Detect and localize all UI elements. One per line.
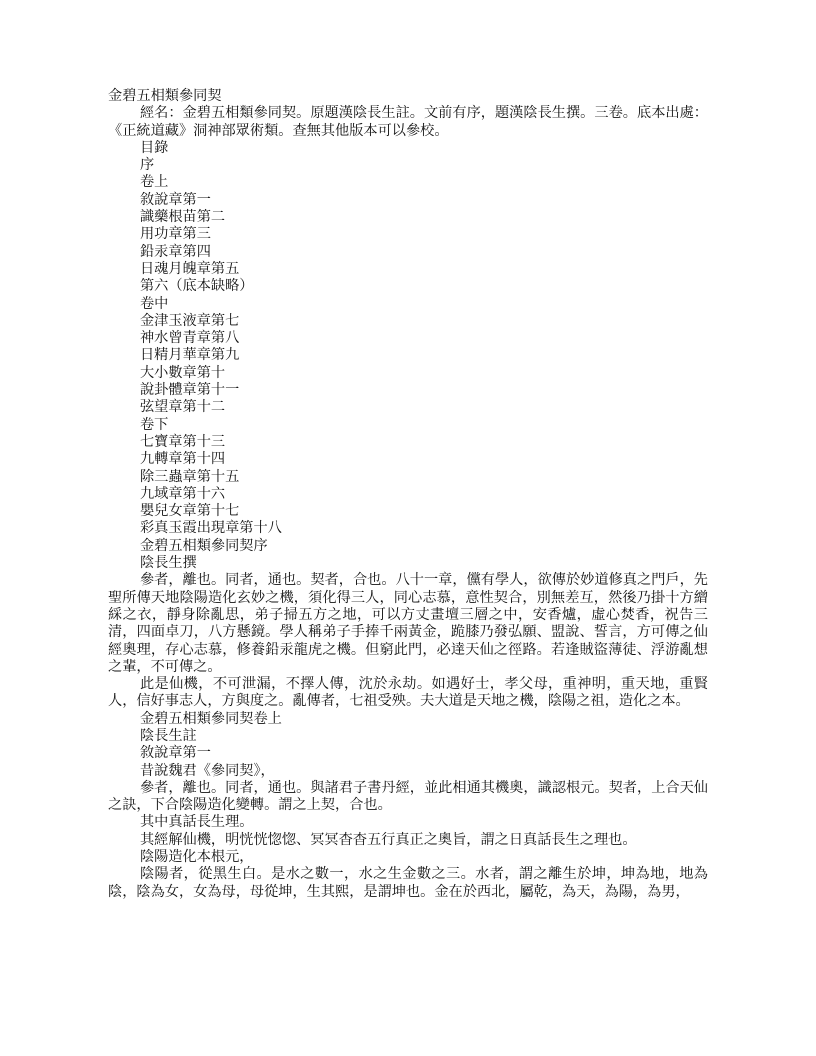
toc-item: 日精月華章第九	[139, 347, 240, 364]
preface-paragraph: 參者，離也。同者，通也。契者，合也。八十一章，儻有學人，欲傳於妙道修真之門戶，先聖所傳天地陰陽造化玄妙之機，須化得三人，同心志慕，意性契合，別無差互，然後乃掛十方繒綵之衣，靜身除亂思，弟子掃五方之地，可以方丈畫壇三層之中，安香爐，虛心焚香，祝告三清，四面卓刀，八方懸鏡。學人稱弟子手捧千兩黃金，跪膝乃發弘願、盟說、誓言，方可傳之仙經奧理，存心志慕，修養鉛汞龍虎之機。但窮此門，必達天仙之徑路。若逢賊盜薄徒、浮游亂想之輩，不可傳之。	[108, 572, 708, 675]
toc-item: 七寶章第十三	[139, 433, 226, 450]
volume-heading: 金碧五相類參同契卷上	[139, 710, 282, 727]
toc-item: 九域章第十六	[139, 485, 226, 502]
toc-item: 除三蟲章第十五	[139, 468, 240, 485]
preface-author: 陰長生撰	[139, 555, 197, 572]
document-page	[108, 88, 708, 901]
preface-paragraph: 此是仙機，不可泄漏，不擇人傳，沈於永劫。如遇好士，孝父母，重神明，重天地，重賢人，信好事志人，方與度之。亂傳者，七祖受殃。夫大道是天地之機，陰陽之祖，造化之本。	[108, 676, 708, 710]
toc-item: 日魂月魄章第五	[139, 260, 240, 277]
scripture-info: 經名：金碧五相類參同契。原題漢陰長生註。文前有序，題漢陰長生撰。三卷。底本出處：《正統道藏》洞神部眾術類。查無其他版本可以參校。	[108, 105, 708, 139]
toc-item: 敘說章第一	[139, 191, 211, 208]
toc-item: 弦望章第十二	[139, 399, 226, 416]
body-paragraph: 陰陽造化本根元，	[139, 849, 254, 866]
toc-item: 用功章第三	[139, 226, 211, 243]
preface-title: 金碧五相類參同契序	[139, 537, 268, 554]
body-paragraph: 其經解仙機，明恍恍惚惚、冥冥杳杳五行真正之奧旨，謂之日真話長生之理也。	[139, 831, 637, 848]
toc-item: 九轉章第十四	[139, 451, 226, 468]
toc-item: 彩真玉霞出現章第十八	[139, 520, 282, 537]
body-paragraph: 昔說魏君《參同契》，	[139, 762, 275, 779]
toc-item: 卷下	[139, 416, 169, 433]
document-title: 金碧五相類參同契	[108, 88, 222, 104]
body-paragraph: 陰陽者，從黑生白。是水之數一，水之生金數之三。水者，謂之離生於坤，坤為地，地為陰，陰為女，女為母，母從坤，生其熙，是謂坤也。金在於西北，屬乾，為天，為陽，為男，	[108, 866, 708, 900]
body-paragraph: 其中真話長生理。	[139, 814, 254, 831]
toc-item: 識藥根苗第二	[139, 209, 226, 226]
annotator: 陰長生註	[139, 727, 197, 744]
toc-item: 目錄	[139, 139, 169, 156]
toc-item: 金津玉液章第七	[139, 312, 240, 329]
toc-item: 序	[139, 157, 155, 174]
body-paragraph: 參者，離也。同者，通也。與諸君子書丹經，並此相通其機奧，識認根元。契者，上合天仙之訣，下合陰陽造化變轉。謂之上契，合也。	[108, 779, 708, 814]
toc-item: 第六（底本缺略）	[139, 278, 254, 295]
table-of-contents	[108, 140, 708, 572]
toc-item: 嬰兒女章第十七	[139, 503, 240, 520]
toc-item: 卷中	[139, 295, 169, 312]
toc-item: 鉛汞章第四	[139, 243, 211, 260]
toc-item: 卷上	[139, 174, 169, 191]
toc-item: 神水曾青章第八	[139, 330, 240, 347]
chapter-heading: 敘說章第一	[139, 745, 211, 762]
toc-item: 說卦體章第十一	[139, 382, 240, 399]
toc-item: 大小數章第十	[139, 364, 226, 381]
